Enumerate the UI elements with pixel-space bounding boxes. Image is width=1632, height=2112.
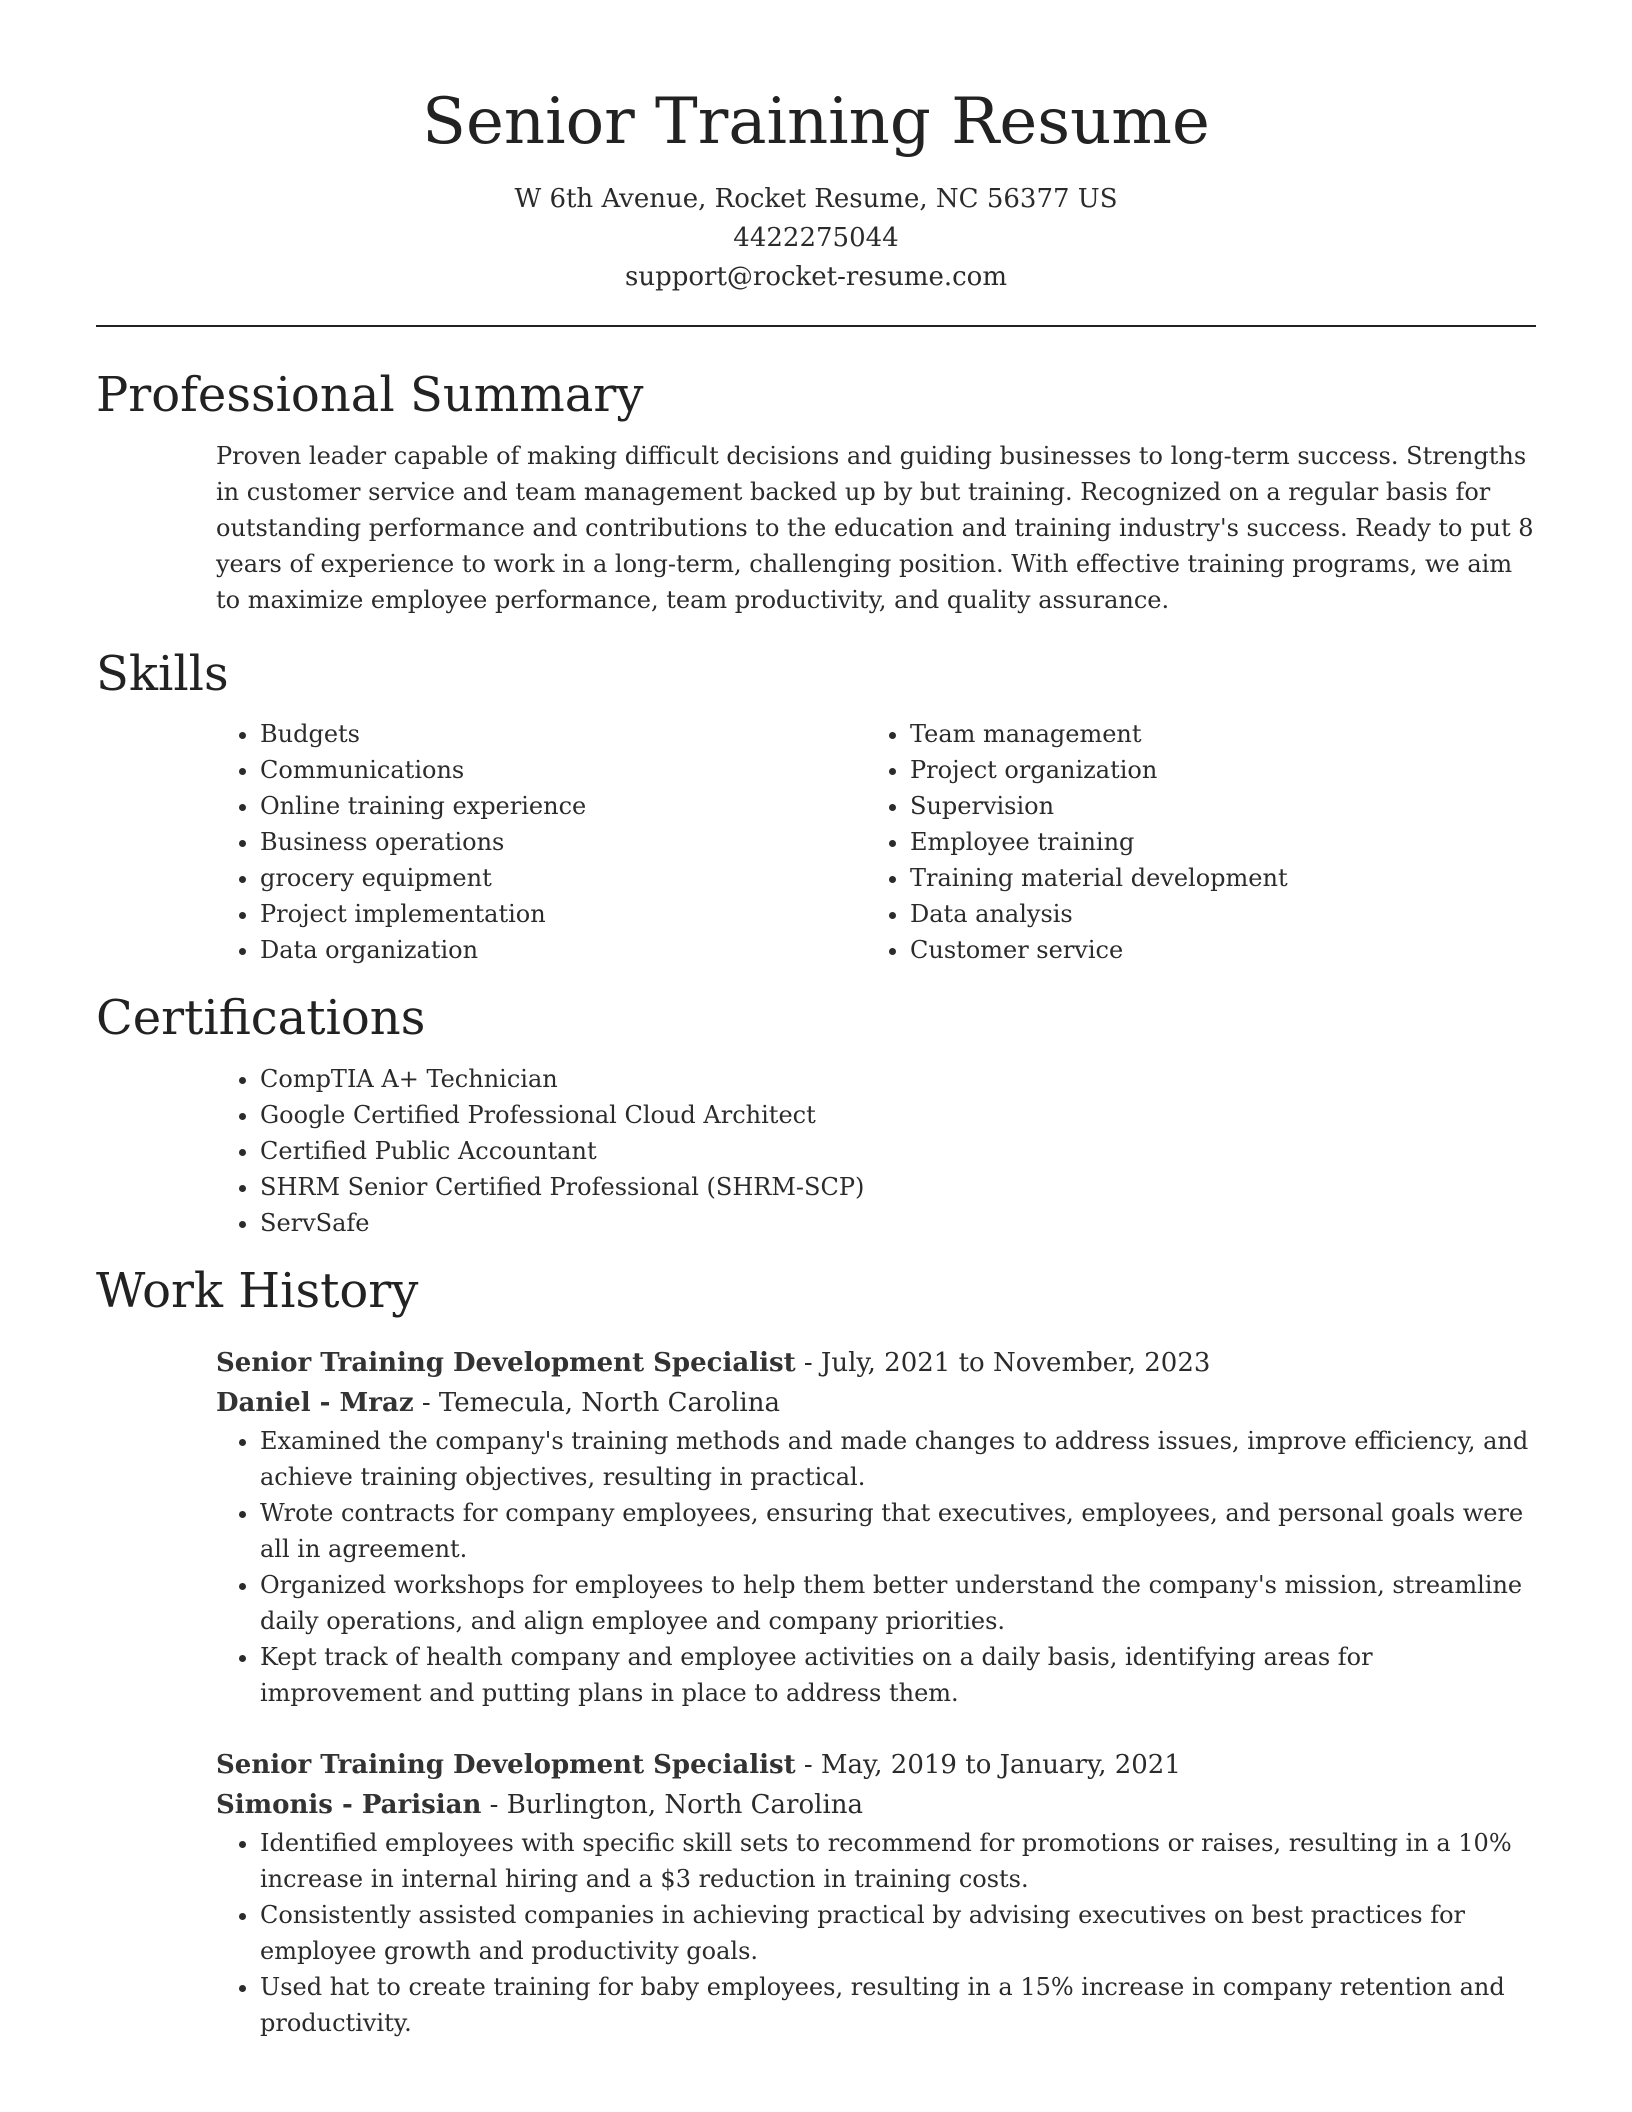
skills-column-left	[216, 716, 866, 968]
skill-item: • Project implementation	[260, 896, 866, 932]
skill-item: • Customer service	[910, 932, 1516, 968]
skill-item: • Business operations	[260, 824, 866, 860]
skill-item: • Supervision	[910, 788, 1516, 824]
job-entry	[216, 1745, 1536, 2041]
certification-item: • CompTIA A+ Technician	[260, 1061, 1536, 1097]
job-bullet: • Consistently assisted companies in achieving practical by advising executives on best practices for employee growth and productivity goals.	[260, 1897, 1536, 1969]
resume-page	[96, 0, 1536, 2041]
skill-item: • Project organization	[910, 752, 1516, 788]
skill-item: • Data analysis	[910, 896, 1516, 932]
job-bullet: • Kept track of health company and employee activities on a daily basis, identifying areas for improvement and putting plans in place to address them.	[260, 1639, 1536, 1711]
job-bullet: • Used hat to create training for baby employees, resulting in a 15% increase in company retention and productivity.	[260, 1969, 1536, 2041]
job-title: Senior Training Development Specialist	[216, 1749, 796, 1780]
certification-item: • Google Certified Professional Cloud Architect	[260, 1097, 1536, 1133]
summary-heading: Professional Summary	[96, 366, 644, 423]
job-company: Daniel - Mraz	[216, 1387, 414, 1418]
job-location: Temecula, North Carolina	[438, 1387, 780, 1418]
job-bullets	[216, 1825, 1536, 2041]
skill-item: • Online training experience	[260, 788, 866, 824]
header-divider	[96, 325, 1536, 327]
separator: -	[803, 1749, 821, 1780]
job-title-line	[216, 1343, 1536, 1383]
skills-list	[216, 716, 1536, 968]
certification-item: • SHRM Senior Certified Professional (SHRM-SCP)	[260, 1169, 1536, 1205]
certifications-list	[216, 1061, 1536, 1241]
job-company-line	[216, 1383, 1536, 1423]
contact-block	[96, 180, 1536, 297]
skills-heading: Skills	[96, 646, 229, 703]
skill-item: • grocery equipment	[260, 860, 866, 896]
job-title: Senior Training Development Specialist	[216, 1347, 796, 1378]
separator: -	[421, 1387, 439, 1418]
job-bullet: • Identified employees with specific skill sets to recommend for promotions or raises, resulting in a 10% increase in internal hiring and a $3 reduction in training costs.	[260, 1825, 1536, 1897]
skill-item: • Budgets	[260, 716, 866, 752]
job-company-line	[216, 1785, 1536, 1825]
skill-item: • Data organization	[260, 932, 866, 968]
skill-item: • Training material development	[910, 860, 1516, 896]
work-history-heading: Work History	[96, 1263, 419, 1320]
job-entry	[216, 1343, 1536, 1711]
certification-item: • ServSafe	[260, 1205, 1536, 1241]
separator: -	[803, 1347, 821, 1378]
job-bullet: • Organized workshops for employees to help them better understand the company's mission, streamline daily operations, and align employee and company priorities.	[260, 1567, 1536, 1639]
address: W 6th Avenue, Rocket Resume, NC 56377 US	[514, 183, 1118, 214]
email: support@rocket-resume.com	[624, 261, 1007, 292]
resume-title: Senior Training Resume	[422, 85, 1210, 159]
certifications-heading: Certifications	[96, 989, 426, 1046]
skills-column-right	[866, 716, 1516, 968]
job-location: Burlington, North Carolina	[506, 1789, 864, 1820]
skill-item: • Communications	[260, 752, 866, 788]
skill-item: • Team management	[910, 716, 1516, 752]
skill-item: • Employee training	[910, 824, 1516, 860]
job-bullet: • Examined the company's training methods and made changes to address issues, improve efficiency, and achieve training objectives, resulting in practical.	[260, 1423, 1536, 1495]
job-bullets	[216, 1423, 1536, 1711]
summary-text: Proven leader capable of making difficult decisions and guiding businesses to long-term success. Strengths in customer service and team management backed up by but training. Recognized on a regular basis for outstanding performance and contributions to the education and training industry's success. Ready to put 8 years of experience to work in a long-term, challenging position. With effective training programs, we aim to maximize employee performance, team productivity, and quality assurance.	[216, 442, 1534, 615]
phone: 4422275044	[733, 222, 899, 253]
job-bullet: • Wrote contracts for company employees, ensuring that executives, employees, and personal goals were all in agreement.	[260, 1495, 1536, 1567]
job-dates: July, 2021 to November, 2023	[820, 1347, 1211, 1378]
certification-item: • Certified Public Accountant	[260, 1133, 1536, 1169]
job-dates: May, 2019 to January, 2021	[820, 1749, 1181, 1780]
separator: -	[489, 1789, 507, 1820]
job-title-line	[216, 1745, 1536, 1785]
job-company: Simonis - Parisian	[216, 1789, 482, 1820]
